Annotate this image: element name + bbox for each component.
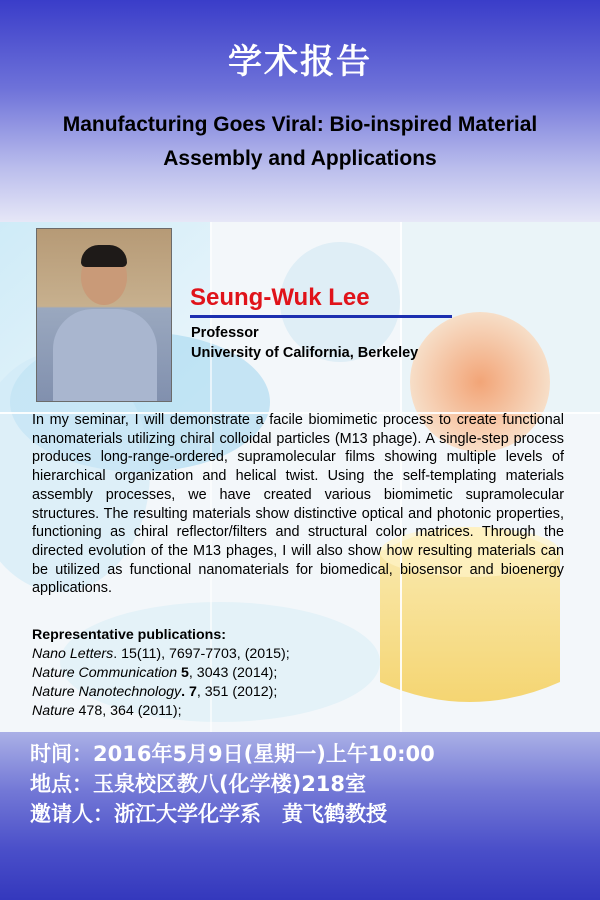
event-location: 地点：玉泉校区教八(化学楼)218室: [30, 772, 367, 796]
event-time: 时间：2016年5月9日(星期一)上午10:00: [30, 742, 435, 766]
footer-banner: [0, 732, 600, 900]
speaker-affiliation: [191, 323, 418, 363]
speaker-university: University of California, Berkeley: [191, 345, 419, 361]
publication-item: Nature Communication 5, 3043 (2014);: [32, 665, 278, 681]
speaker-name-underline: [190, 315, 452, 318]
publication-item: Nature 478, 364 (2011);: [32, 703, 182, 719]
talk-abstract: In my seminar, I will demonstrate a facile biomimetic process to create functional nanomaterials utilizing chiral colloidal particles (M13 phage). A single-step process produces long-range-ordered, supramolecular films showing multiple levels of hierarchical organization and helical twist. Using the self-templating materials assembly processes, we have created various biomimetic supramolecular structures. The resulting materials show distinctive optical and photonic properties, functioning as chiral reflector/filters and structural color matrices. Through the directed evolution of the M13 phages, I will also show how resulting materials can be utilized as functional nanomaterials for biomedical, biosensor and bioenergy applications.: [32, 412, 564, 597]
publications-list: [32, 626, 432, 721]
publication-item: Nano Letters. 15(11), 7697-7703, (2015);: [32, 646, 290, 662]
publication-item: Nature Nanotechnology. 7, 351 (2012);: [32, 684, 278, 700]
speaker-name: Seung-Wuk Lee: [190, 284, 370, 311]
page-title: 学术报告: [228, 42, 372, 82]
header-banner: [0, 0, 600, 222]
talk-title: Manufacturing Goes Viral: Bio-inspired Material Assembly and Applications: [62, 113, 538, 170]
speaker-photo: [36, 228, 172, 402]
publications-heading: Representative publications:: [32, 627, 226, 643]
event-host: 邀请人：浙江大学化学系 黄飞鹤教授: [30, 802, 387, 826]
speaker-position: Professor: [191, 325, 259, 341]
